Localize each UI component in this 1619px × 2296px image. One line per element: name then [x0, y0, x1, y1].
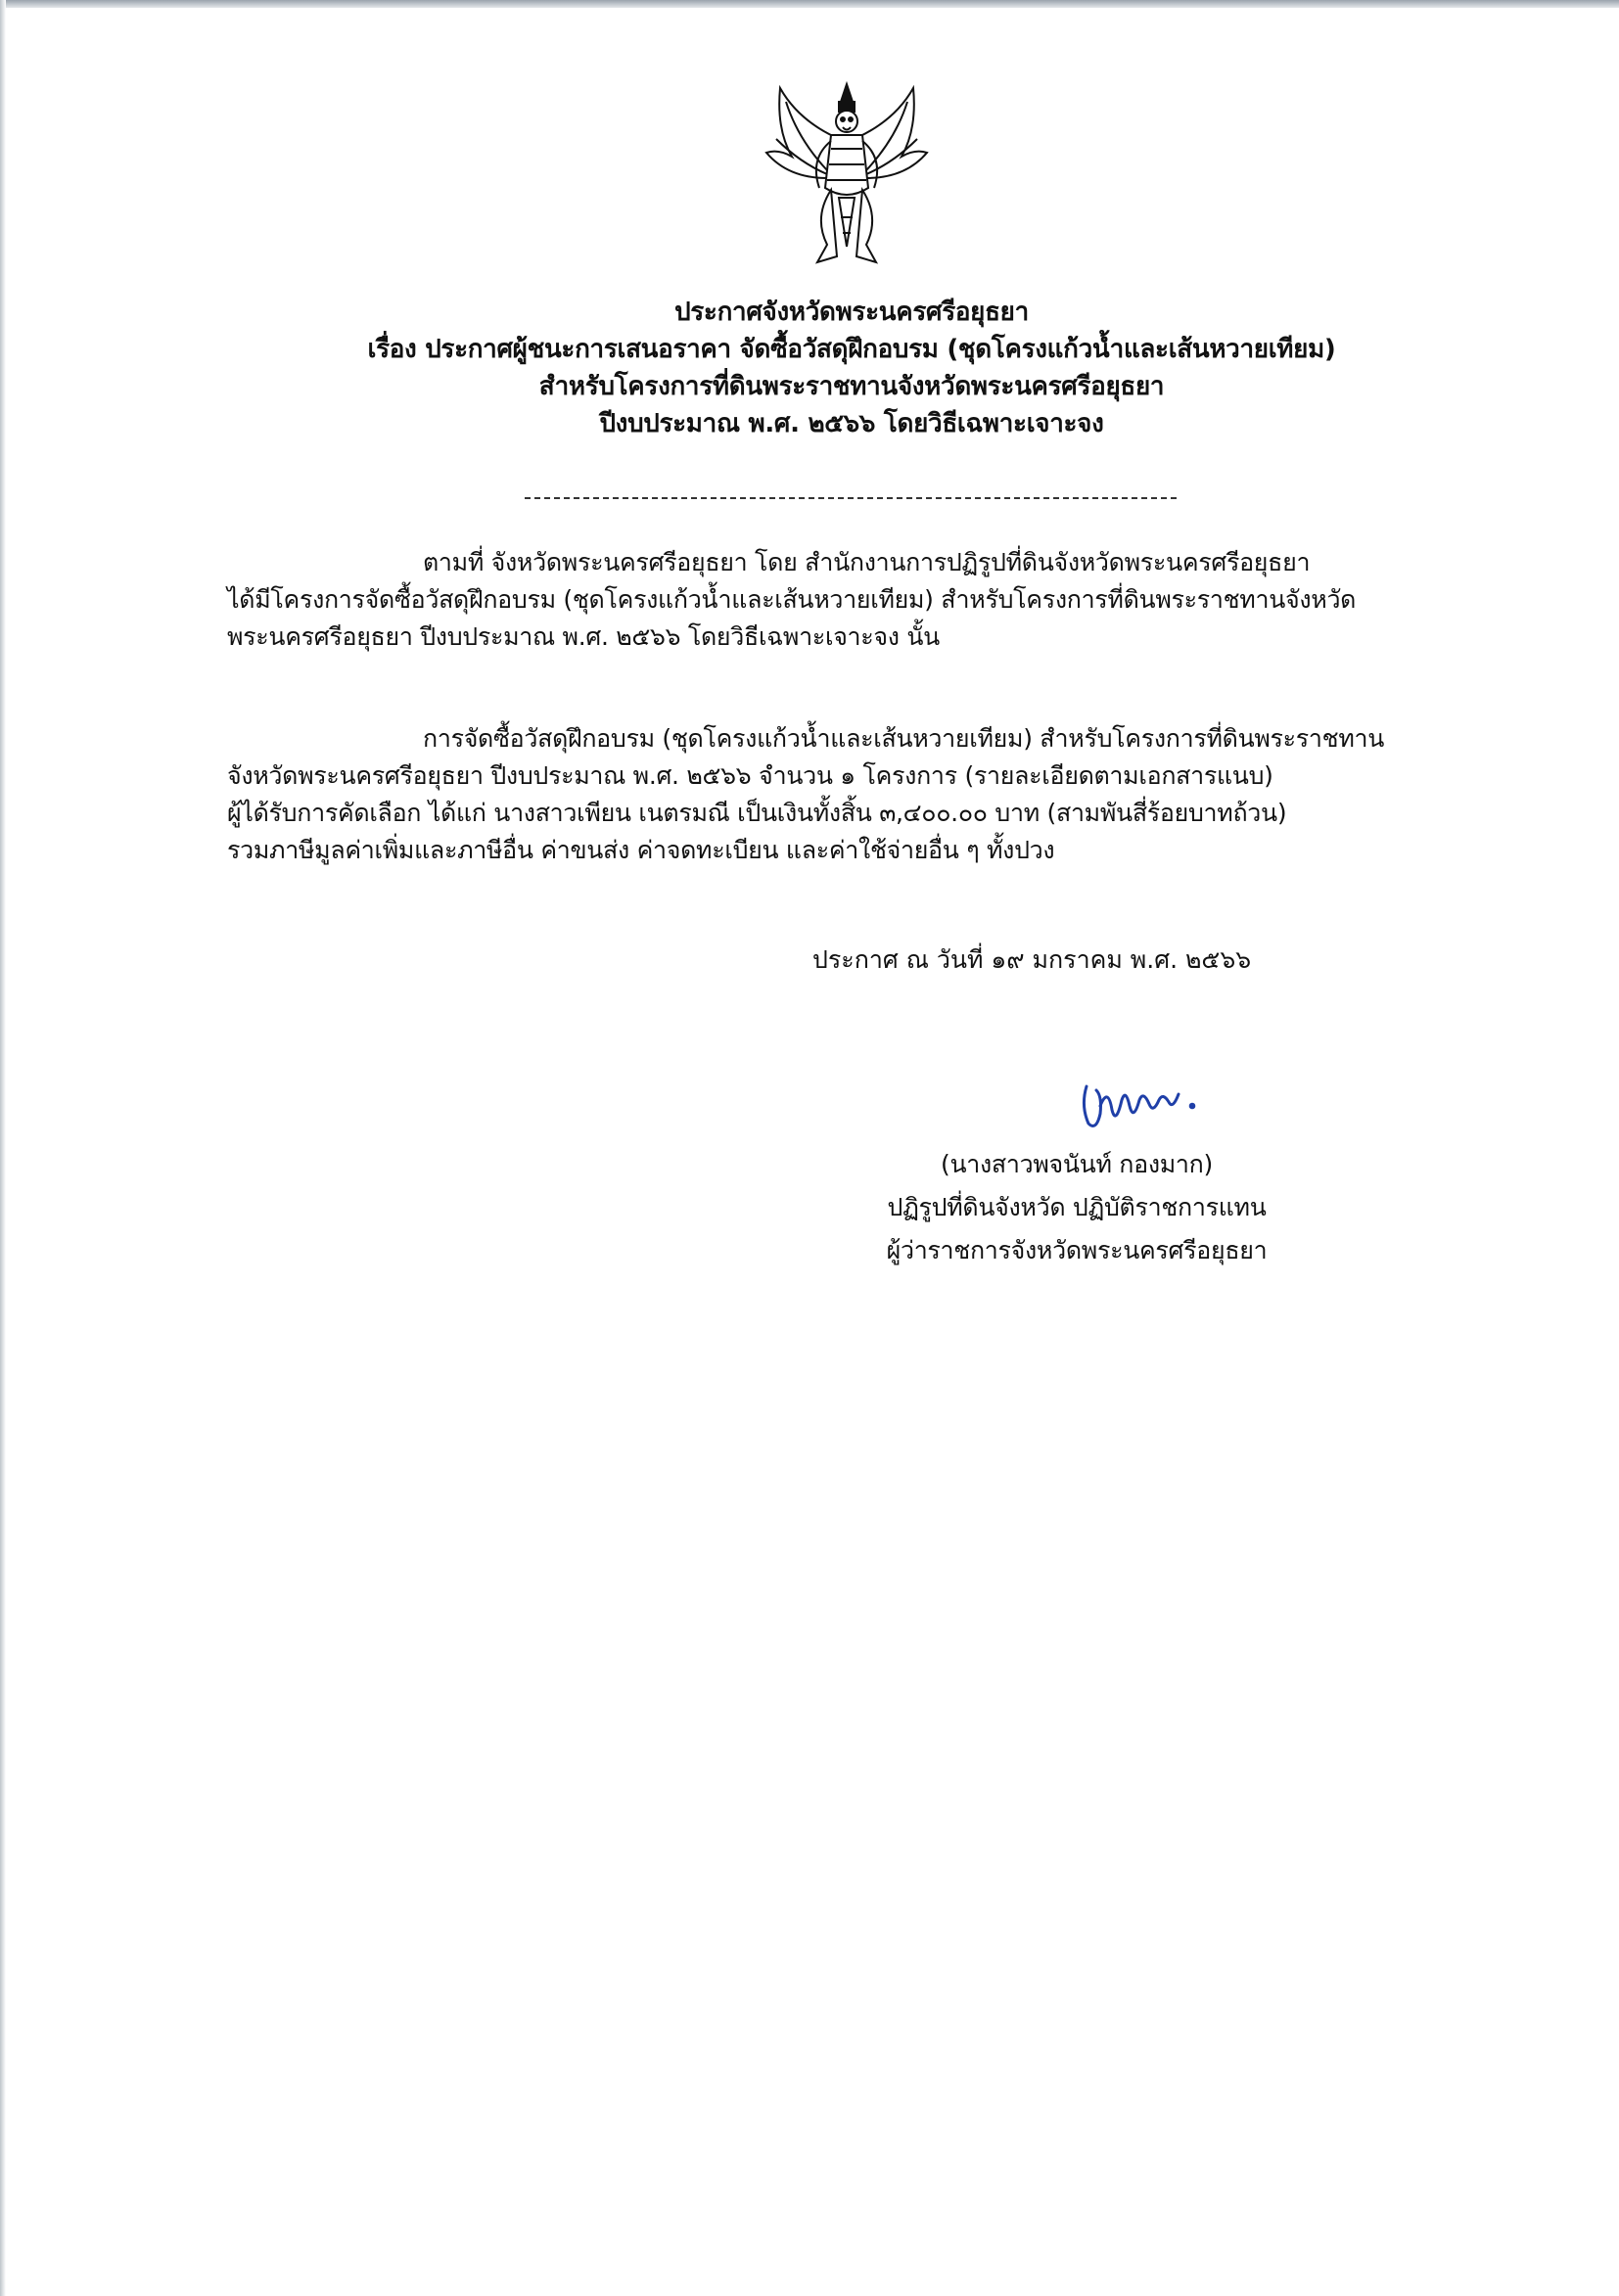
paragraph-line: การจัดซื้อวัสดุฝึกอบรม (ชุดโครงแก้วน้ำและเส้นหวายเทียม) สำหรับโครงการที่ดินพระราชทาน [423, 724, 1385, 753]
paragraph-background [227, 544, 1470, 656]
paragraph-line: ตามที่ จังหวัดพระนครศรีอยุธยา โดย สำนักงานการปฏิรูปที่ดินจังหวัดพระนครศรีอยุธยา [423, 548, 1311, 576]
paragraph-line: รวมภาษีมูลค่าเพิ่มและภาษีอื่น ค่าขนส่ง ค่าจดทะเบียน และค่าใช้จ่ายอื่น ๆ ทั้งปวง [227, 836, 1055, 864]
announce-date: ประกาศ ณ วันที่ ๑๙ มกราคม พ.ศ. ๒๕๖๖ [812, 945, 1252, 974]
signatory-position: ผู้ว่าราชการจังหวัดพระนครศรีอยุธยา [886, 1236, 1268, 1264]
paragraph-line: ผู้ได้รับการคัดเลือก ได้แก่ นางสาวเพียน เนตรมณี เป็นเงินทั้งสิ้น ๓,๔๐๐.๐๐ บาท (สามพันสี่ร้อยบาทถ้วน) [227, 799, 1287, 827]
garuda-emblem-icon [759, 80, 935, 271]
scan-edge-top [0, 0, 1619, 8]
heading-project: สำหรับโครงการที่ดินพระราชทานจังหวัดพระนครศรีอยุธยา [538, 372, 1165, 401]
paragraph-line: ได้มีโครงการจัดซื้อวัสดุฝึกอบรม (ชุดโครงแก้วน้ำและเส้นหวายเทียม) สำหรับโครงการที่ดินพระราชทานจังหวัด [227, 585, 1357, 614]
handwritten-signature-icon [1067, 1067, 1224, 1135]
heading-subject: เรื่อง ประกาศผู้ชนะการเสนอราคา จัดซื้อวัสดุฝึกอบรม (ชุดโครงแก้วน้ำและเส้นหวายเทียม) [367, 335, 1336, 364]
signatory-block [822, 1143, 1331, 1272]
paragraph-award [227, 720, 1470, 869]
signatory-name: (นางสาวพจนันท์ กองมาก) [941, 1150, 1213, 1178]
scan-edge-left [0, 0, 6, 2296]
paragraph-line: พระนครศรีอยุธยา ปีงบประมาณ พ.ศ. ๒๕๖๖ โดยวิธีเฉพาะเจาะจง นั้น [227, 622, 940, 651]
signatory-position: ปฏิรูปที่ดินจังหวัด ปฏิบัติราชการแทน [887, 1193, 1267, 1221]
announcement-heading [176, 294, 1527, 442]
heading-fiscal-year: ปีงบประมาณ พ.ศ. ๒๕๖๖ โดยวิธีเฉพาะเจาะจง [599, 409, 1104, 438]
heading-divider [525, 497, 1177, 499]
paragraph-line: จังหวัดพระนครศรีอยุธยา ปีงบประมาณ พ.ศ. ๒๕๖๖ จำนวน ๑ โครงการ (รายละเอียดตามเอกสารแนบ) [227, 761, 1273, 790]
heading-title: ประกาศจังหวัดพระนครศรีอยุธยา [674, 298, 1029, 327]
